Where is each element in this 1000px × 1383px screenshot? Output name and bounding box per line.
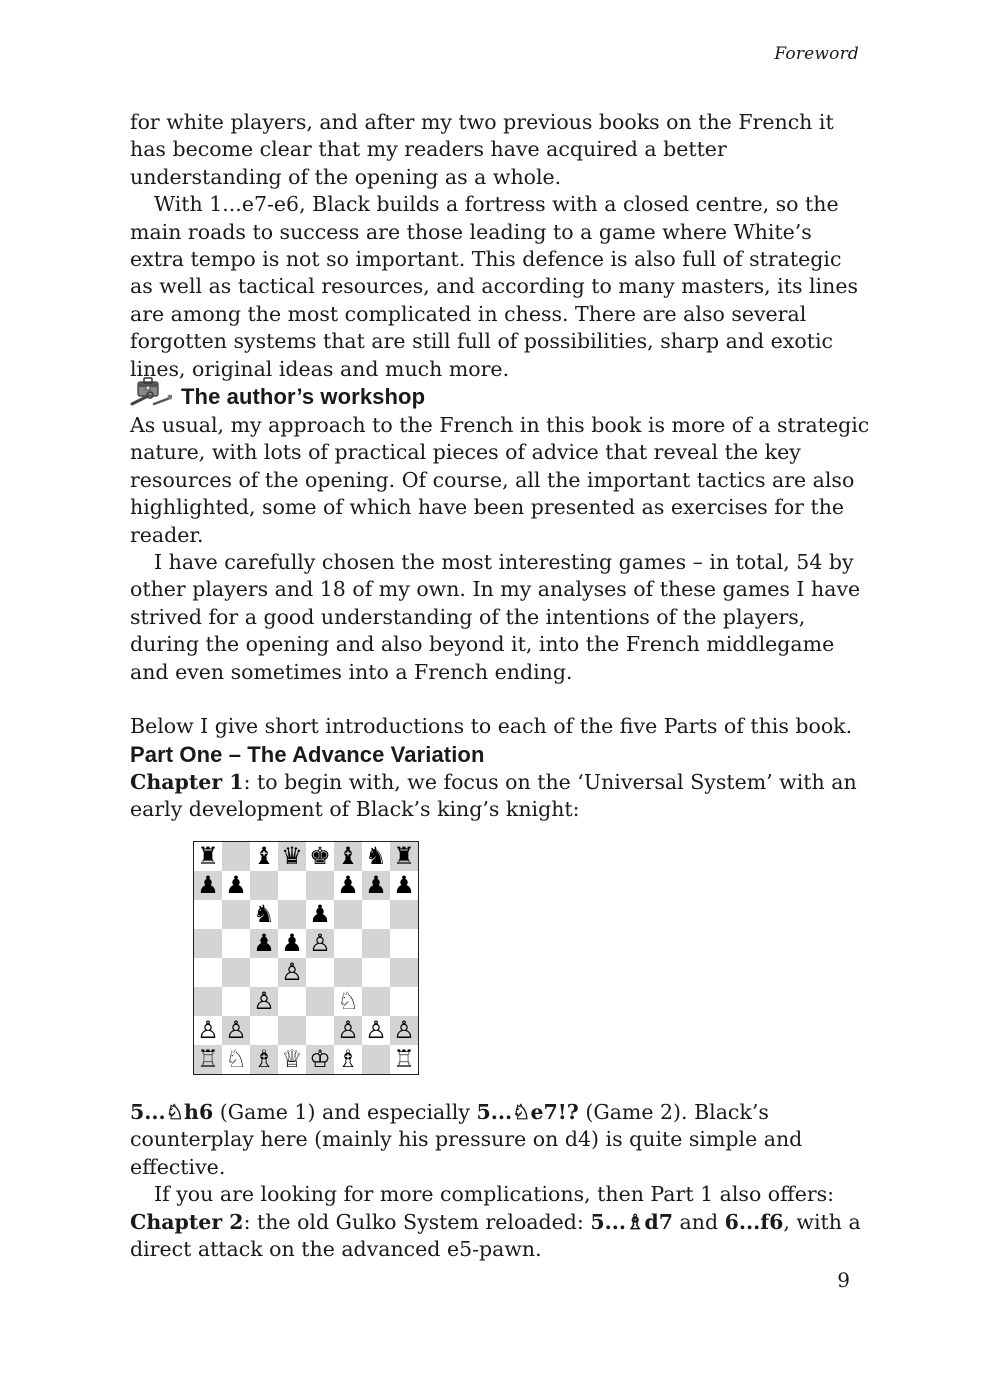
chess-piece: ♞ [365, 842, 387, 870]
chapter-1-description: : to begin with, we focus on the ‘Universal System’ with an early development of Black’s king’s knight: [130, 770, 857, 822]
square-f5 [334, 929, 362, 958]
square-h4 [390, 958, 418, 987]
move-5-bishop-d7: 5...♗d7 [590, 1209, 674, 1234]
chess-piece: ♟ [225, 871, 247, 899]
square-b4 [222, 958, 250, 987]
square-h5 [390, 929, 418, 958]
chess-board [194, 842, 418, 1074]
chess-piece: ♝ [337, 842, 359, 870]
chess-piece: ♟ [337, 871, 359, 899]
chess-piece: ♗ [253, 1045, 275, 1073]
intro-paragraph-1: for white players, and after my two previous books on the French it has become clear that my readers have acquired a better understanding of the opening as a whole. [130, 110, 834, 189]
moves-text-2: (Game 2). Black’s counterplay here (mainly his pressure on d4) is quite simple and effective. [130, 1100, 803, 1179]
chapter-2-paragraph [130, 1209, 870, 1264]
move-6-f6: 6...f6 [724, 1209, 784, 1234]
complications-paragraph: If you are looking for more complications, then Part 1 also offers: [154, 1182, 835, 1207]
square-b3 [222, 987, 250, 1016]
move-5-knight-e7: 5...♘e7!? [476, 1100, 579, 1124]
chess-piece: ♖ [393, 1045, 415, 1073]
chapter-2-text-3: , with a direct attack on the advanced e5-pawn. [130, 1209, 861, 1262]
square-f4 [334, 958, 362, 987]
square-g5 [362, 929, 390, 958]
square-b6 [222, 900, 250, 929]
chess-piece: ♘ [225, 1045, 247, 1073]
square-e3 [306, 987, 334, 1016]
chess-piece: ♙ [309, 929, 331, 957]
square-g3 [362, 987, 390, 1016]
square-f6 [334, 900, 362, 929]
chess-piece: ♟ [365, 871, 387, 899]
chess-piece: ♟ [253, 929, 275, 957]
running-head: Foreword [774, 44, 859, 64]
chapter-1-paragraph [130, 769, 870, 824]
chess-piece: ♔ [309, 1045, 331, 1073]
move-5-knight-h6: 5...♘h6 [130, 1100, 214, 1124]
chess-piece: ♜ [393, 842, 415, 870]
workshop-paragraph-1: As usual, my approach to the French in this book is more of a strategic nature, with lots of practical pieces of advice that reveal the key resources of the opening. Of course, all the important tactics are also highlighted, some of which have been presented as exercises for the reader. [130, 413, 870, 547]
square-e4 [306, 958, 334, 987]
chess-piece: ♟ [309, 900, 331, 928]
chess-piece: ♟ [197, 871, 219, 899]
square-g1 [362, 1045, 390, 1074]
workshop-heading: The author’s workshop [181, 384, 426, 409]
after-diagram-text [130, 1099, 870, 1263]
chapter-2-text-1: : the old Gulko System reloaded: [243, 1209, 591, 1234]
square-d6 [278, 900, 306, 929]
chess-piece: ♛ [281, 842, 303, 870]
chess-piece: ♞ [253, 900, 275, 928]
chess-piece: ♙ [253, 987, 275, 1015]
square-c2 [250, 1016, 278, 1045]
toolbox-icon [130, 376, 172, 408]
square-e7 [306, 871, 334, 900]
chess-piece: ♙ [365, 1016, 387, 1044]
chess-piece: ♕ [281, 1045, 303, 1073]
square-a6 [194, 900, 222, 929]
moves-text-1: (Game 1) and especially [213, 1100, 477, 1124]
square-h6 [390, 900, 418, 929]
square-b5 [222, 929, 250, 958]
chess-piece: ♝ [253, 842, 275, 870]
chess-piece: ♟ [393, 871, 415, 899]
square-a4 [194, 958, 222, 987]
square-a3 [194, 987, 222, 1016]
intro-text [130, 109, 870, 383]
chess-piece: ♖ [197, 1045, 219, 1073]
square-c7 [250, 871, 278, 900]
intro-paragraph-2: With 1...e7-e6, Black builds a fortress with a closed centre, so the main roads to success are those leading to a game where White’s extra tempo is not so important. This defence is also full of strategic as well as tactical resources, and according to many masters, its lines are among the most complicated in chess. There are also several forgotten systems that are still full of possibilities, sharp and exotic lines, original ideas and much more. [130, 192, 858, 381]
chess-piece: ♟ [281, 929, 303, 957]
chess-piece: ♙ [197, 1016, 219, 1044]
workshop-paragraph-2: I have carefully chosen the most interesting games – in total, 54 by other players and 18 of my own. In my analyses of these games I have strived for a good understanding of the intentions of the players, during the opening and also beyond it, into the French middlegame and even sometimes into a French ending. [130, 550, 861, 684]
chess-piece: ♙ [225, 1016, 247, 1044]
square-d2 [278, 1016, 306, 1045]
workshop-paragraph-3: Below I give short introductions to each of the five Parts of this book. [130, 714, 853, 739]
square-g4 [362, 958, 390, 987]
square-a5 [194, 929, 222, 958]
square-b8 [222, 842, 250, 871]
chapter-1-label: Chapter 1 [130, 770, 244, 794]
square-h3 [390, 987, 418, 1016]
square-e2 [306, 1016, 334, 1045]
chess-piece: ♙ [281, 958, 303, 986]
square-g6 [362, 900, 390, 929]
chapter-2-label: Chapter 2 [130, 1209, 244, 1234]
chess-piece: ♙ [337, 1016, 359, 1044]
workshop-text [130, 412, 870, 741]
chess-piece: ♚ [309, 842, 331, 870]
square-d3 [278, 987, 306, 1016]
chess-piece: ♘ [337, 987, 359, 1015]
square-d7 [278, 871, 306, 900]
chapter-1-text [130, 769, 870, 824]
chess-piece: ♙ [393, 1016, 415, 1044]
page-number: 9 [837, 1268, 850, 1292]
square-c4 [250, 958, 278, 987]
part-one-heading: Part One – The Advance Variation [130, 742, 485, 767]
chess-piece: ♜ [197, 842, 219, 870]
chess-diagram [193, 841, 419, 1075]
chess-piece: ♗ [337, 1045, 359, 1073]
chapter-2-text-2: and [673, 1209, 725, 1234]
moves-paragraph [130, 1099, 870, 1181]
